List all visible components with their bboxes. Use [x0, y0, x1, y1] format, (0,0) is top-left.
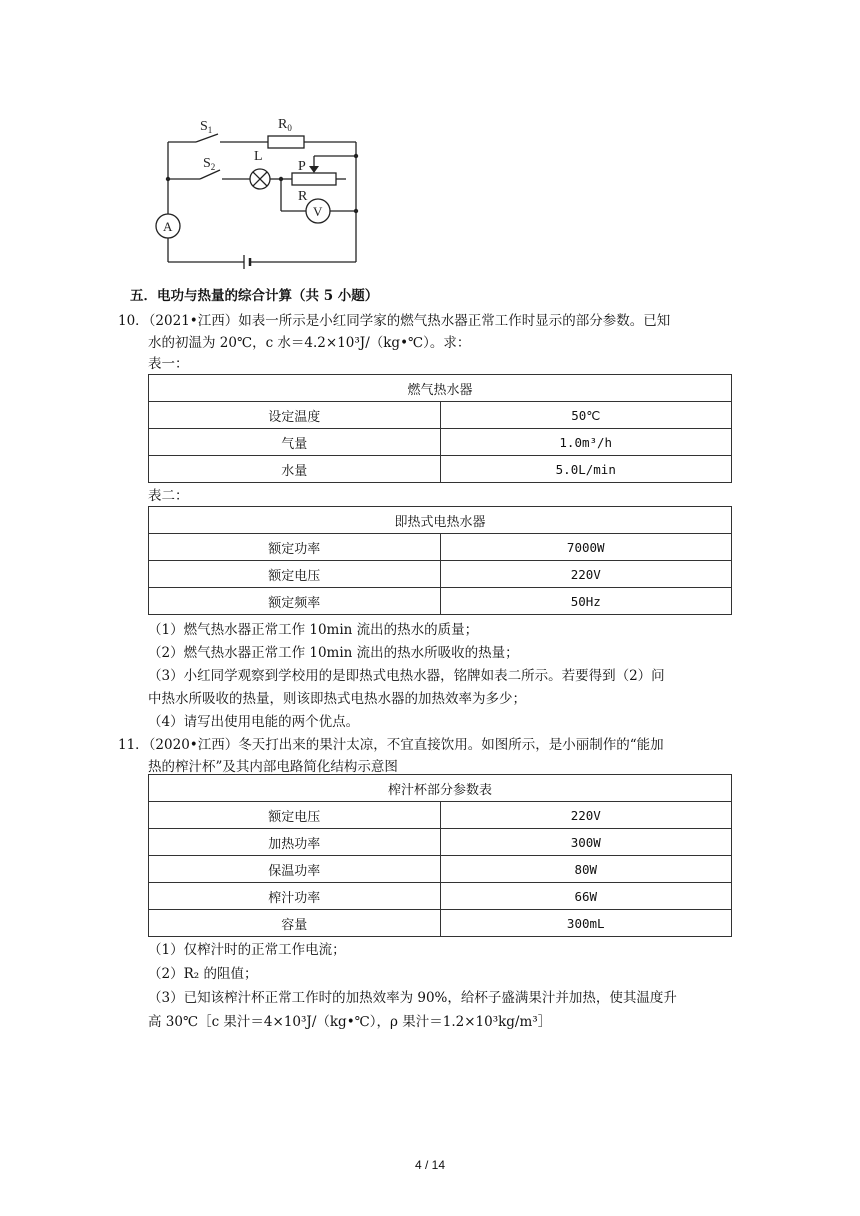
- label-s1: $S_1$: [200, 119, 213, 135]
- table-row: 额定频率 50Hz: [149, 588, 732, 615]
- label-r0: $R_0$: [278, 117, 292, 133]
- table2-header: 即热式电热水器: [149, 507, 732, 534]
- q10-sub3a: （3）小红同学观察到学校用的是即热式电热水器，铭牌如表二所示。若要得到（2）问: [148, 668, 665, 684]
- resistor-r0: [268, 136, 304, 148]
- junction-dot: [279, 177, 283, 181]
- table-row: 设定温度 50℃: [149, 402, 732, 429]
- table-row: 额定功率 7000W: [149, 534, 732, 561]
- table-row: 水量 5.0L/min: [149, 456, 732, 483]
- junction-dot: [166, 177, 170, 181]
- q10-sub1: （1）燃气热水器正常工作 10min 流出的热水的质量；: [148, 622, 479, 638]
- table-row: 额定电压 220V: [149, 561, 732, 588]
- label-r: R: [298, 189, 308, 204]
- q10-sub3b: 中热水所吸收的热量，则该即热式电热水器的加热效率为多少；: [148, 691, 526, 707]
- table3-header: 榨汁杯部分参数表: [149, 775, 732, 802]
- junction-dot: [354, 209, 358, 213]
- table-row: 气量 1.0m³/h: [149, 429, 732, 456]
- table-row: 榨汁功率 66W: [149, 883, 732, 910]
- switch-s1-blade: [196, 134, 218, 142]
- q10-sub4: （4）请写出使用电能的两个优点。: [148, 714, 360, 730]
- table2-label: 表二：: [148, 488, 189, 504]
- q10-sub2: （2）燃气热水器正常工作 10min 流出的热水所吸收的热量；: [148, 645, 519, 661]
- table-row: 容量 300mL: [149, 910, 732, 937]
- label-l: L: [254, 149, 263, 164]
- table-row: 保温功率 80W: [149, 856, 732, 883]
- q10-line2: 水的初温为 20℃，c 水＝4.2×10³J/（kg•℃）。求：: [148, 335, 471, 351]
- table2: [148, 506, 732, 615]
- q11-sub3b: 高 30℃［c 果汁＝4×10³J/（kg•℃），ρ 果汁＝1.2×10³kg/m³］: [148, 1014, 552, 1030]
- table3: [148, 774, 732, 937]
- q11-sub3a: （3）已知该榨汁杯正常工作时的加热效率为 90%，给杯子盛满果汁并加热，使其温度升: [148, 990, 677, 1006]
- table-row: 加热功率 300W: [149, 829, 732, 856]
- q10-line1: 10．（2021•江西）如表一所示是小红同学家的燃气热水器正常工作时显示的部分参数。已知: [118, 313, 671, 329]
- circuit-diagram: [148, 110, 368, 280]
- rheostat-r: [292, 173, 336, 185]
- slider-arrow: [309, 166, 319, 173]
- q11-sub1: （1）仅榨汁时的正常工作电流；: [148, 942, 346, 958]
- label-s2: $S_2$: [203, 156, 216, 172]
- table1: [148, 374, 732, 483]
- page-number: 4 / 14: [414, 1158, 446, 1172]
- table1-label: 表一：: [148, 356, 189, 372]
- label-v: V: [313, 204, 323, 219]
- q11-line1: 11．（2020•江西）冬天打出来的果汁太凉，不宜直接饮用。如图所示，是小丽制作的“能加: [118, 737, 664, 753]
- table-row: 额定电压 220V: [149, 802, 732, 829]
- label-p: P: [298, 159, 306, 174]
- label-a: A: [163, 219, 173, 234]
- q11-sub2: （2）R₂ 的阻值；: [148, 966, 258, 982]
- table1-header: 燃气热水器: [149, 375, 732, 402]
- junction-dot: [354, 154, 358, 158]
- section-title: 五．电功与热量的综合计算（共 5 小题）: [130, 288, 379, 304]
- q11-line2: 热的榨汁杯”及其内部电路简化结构示意图: [148, 759, 398, 775]
